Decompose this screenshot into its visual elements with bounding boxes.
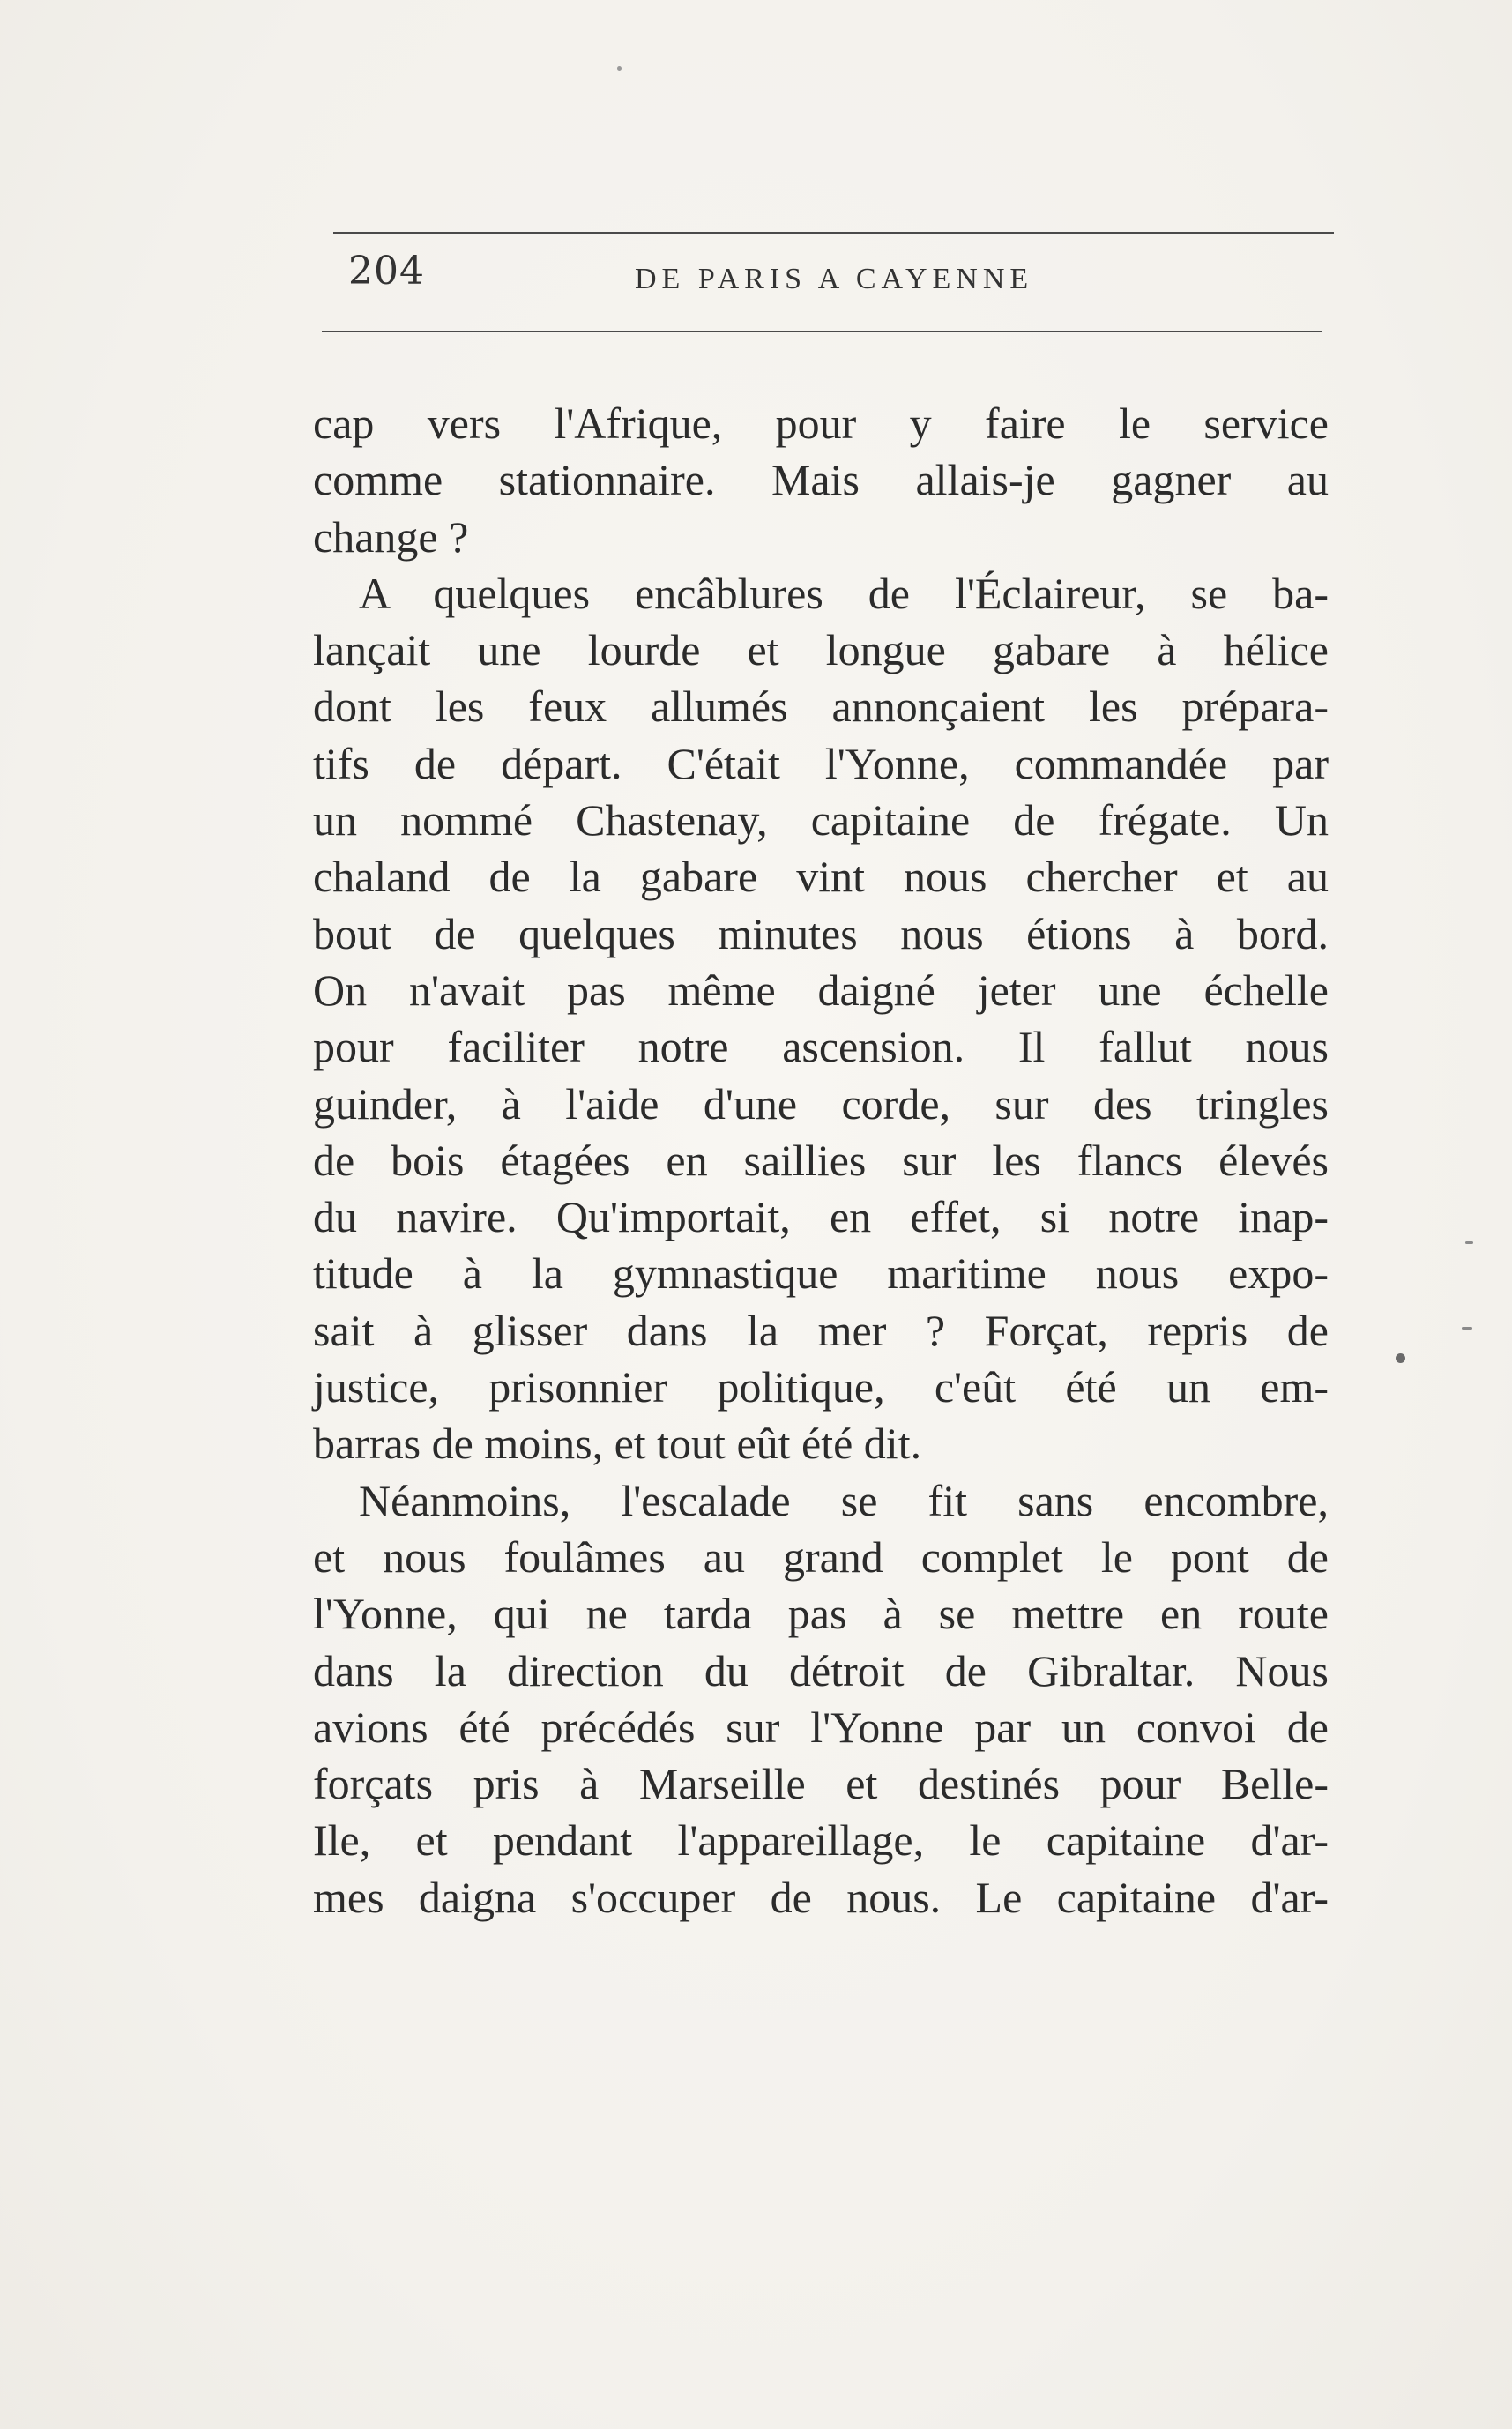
text-line: On n'avait pas même daigné jeter une échelle [313, 965, 1329, 1015]
text-line: et nous foulâmes au grand complet le pont de [313, 1531, 1329, 1582]
text-line: pour faciliter notre ascension. Il fallut nous [313, 1022, 1329, 1072]
text-line: forçats pris à Marseille et destinés pour Belle- [313, 1759, 1329, 1809]
ink-speck [1396, 1353, 1405, 1363]
text-line: de bois étagées en saillies sur les flancs élevés [313, 1135, 1329, 1185]
text-line: lançait une lourde et longue gabare à hélice [313, 625, 1329, 675]
text-line: chaland de la gabare vint nous chercher et au [313, 852, 1329, 902]
page-number: 204 [348, 249, 425, 294]
text-line: change ? [313, 511, 469, 562]
ink-speck [617, 66, 622, 71]
text-line: Ile, et pendant l'appareillage, le capitaine d'ar- [313, 1815, 1329, 1866]
running-title: DE PARIS A CAYENNE [635, 263, 1034, 295]
text-line: dans la direction du détroit de Gibraltar. Nous [313, 1645, 1329, 1695]
header-top-rule [333, 232, 1334, 234]
text-line: bout de quelques minutes nous étions à bord. [313, 908, 1329, 958]
text-line: cap vers l'Afrique, pour y faire le service [313, 399, 1329, 448]
ink-speck [1462, 1327, 1472, 1330]
text-line: l'Yonne, qui ne tarda pas à se mettre en route [313, 1589, 1329, 1639]
body-text [313, 395, 1329, 1926]
text-line: mes daigna s'occuper de nous. Le capitaine d'ar- [313, 1872, 1329, 1922]
text-line: un nommé Chastenay, capitaine de frégate. Un [313, 795, 1329, 846]
text-line: dont les feux allumés annonçaient les prépara- [313, 682, 1329, 732]
text-line: tifs de départ. C'était l'Yonne, commandée par [313, 738, 1329, 788]
text-line: titude à la gymnastique maritime nous expo- [313, 1248, 1329, 1299]
header-bottom-rule [322, 331, 1322, 332]
text-line: sait à glisser dans la mer ? Forçat, repris de [313, 1305, 1329, 1355]
text-line: barras de moins, et tout eût été dit. [313, 1419, 922, 1469]
text-line: comme stationnaire. Mais allais-je gagner au [313, 455, 1329, 505]
text-line: avions été précédés sur l'Yonne par un convoi de [313, 1702, 1329, 1752]
text-line: Néanmoins, l'escalade se fit sans encombre, [359, 1475, 1329, 1525]
text-line: A quelques encâblures de l'Éclaireur, se ba- [359, 568, 1329, 618]
text-line: du navire. Qu'importait, en effet, si notre inap- [313, 1192, 1329, 1242]
text-line: guinder, à l'aide d'une corde, sur des tringles [313, 1078, 1329, 1129]
ink-speck [1465, 1241, 1473, 1244]
text-line: justice, prisonnier politique, c'eût été un em- [313, 1362, 1329, 1412]
